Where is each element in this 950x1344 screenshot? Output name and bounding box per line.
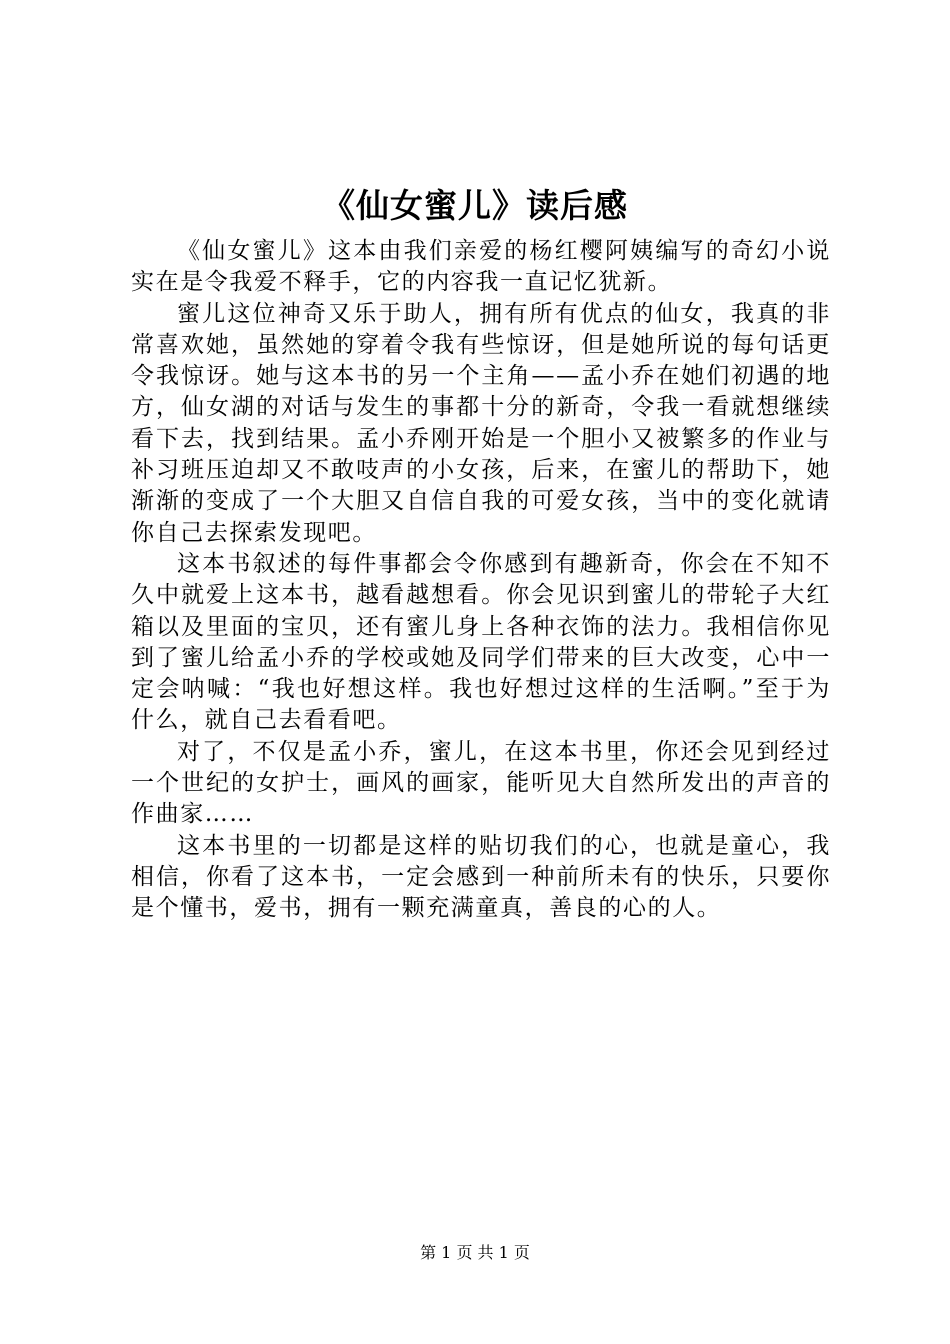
document-body bbox=[131, 236, 831, 925]
paragraph-4: 对了，不仅是孟小乔，蜜儿，在这本书里，你还会见到经过一个世纪的女护士，画风的画家，能听见大自然所发出的声音的作曲家…… bbox=[131, 738, 831, 828]
document-title: 《仙女蜜儿》读后感 bbox=[322, 186, 628, 225]
paragraph-3: 这本书叙述的每件事都会令你感到有趣新奇，你会在不知不久中就爱上这本书，越看越想看。你会见识到蜜儿的带轮子大红箱以及里面的宝贝，还有蜜儿身上各种衣饰的法力。我相信你见到了蜜儿给孟小乔的学校或她及同学们带来的巨大改变，心中一定会呐喊：“我也好想这样。我也好想过这样的生活啊。”至于为什么，就自己去看看吧。 bbox=[131, 550, 831, 734]
paragraph-5: 这本书里的一切都是这样的贴切我们的心，也就是童心，我相信，你看了这本书，一定会感到一种前所未有的快乐，只要你是个懂书，爱书，拥有一颗充满童真，善良的心的人。 bbox=[131, 832, 831, 922]
paragraph-2: 蜜儿这位神奇又乐于助人，拥有所有优点的仙女，我真的非常喜欢她，虽然她的穿着令我有些惊讶，但是她所说的每句话更令我惊讶。她与这本书的另一个主角——孟小乔在她们初遇的地方，仙女湖的对话与发生的事都十分的新奇，令我一看就想继续看下去，找到结果。孟小乔刚开始是一个胆小又被繁多的作业与补习班压迫却又不敢吱声的小女孩，后来，在蜜儿的帮助下，她渐渐的变成了一个大胆又自信自我的可爱女孩，当中的变化就请你自己去探索发现吧。 bbox=[131, 300, 831, 546]
page-footer: 第 1 页 共 1 页 bbox=[420, 1243, 530, 1262]
paragraph-1: 《仙女蜜儿》这本由我们亲爱的杨红樱阿姨编写的奇幻小说实在是令我爱不释手，它的内容我一直记忆犹新。 bbox=[131, 238, 831, 296]
